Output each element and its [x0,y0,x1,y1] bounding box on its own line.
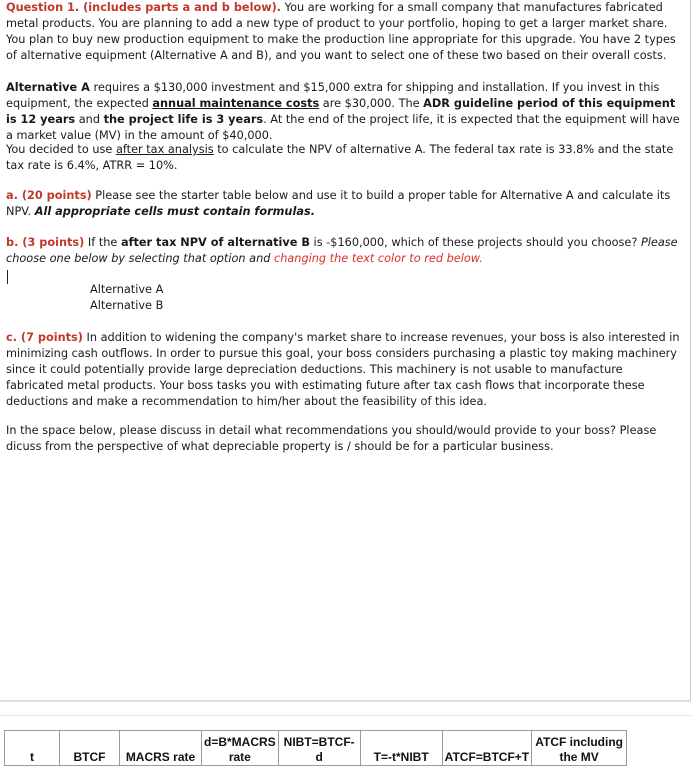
project-life: the project life is 3 years [103,113,264,126]
part-b-instruction: Please choose one below by selecting that option and [6,236,678,265]
question-heading: Question 1. (includes parts a and b below). [6,1,282,14]
question-intro-text: You are working for a small company that manufactures fabricated metal products. You are planning to add a new type of product to your portfolio, hoping to get a larger market share. You plan to buy new production equipment to make the production line appropriate for this upgrade. You have 2 types of alternative equipment (Alternative A and B), and you want to select one of these two based on their overall costs. [6,1,676,62]
alt-a-text-4: . At the end of the project life, it is expected that the equipment will have a market value (MV) in the amount of $40,000. [6,113,680,142]
question-intro [6,0,682,64]
alt-a-label: Alternative A [6,81,90,94]
part-a-paragraph [6,188,682,220]
header-atcf[interactable]: ATCF=BTCF+T [442,731,531,766]
part-b-red-instruction: changing the text color to red below. [274,252,483,265]
option-alternative-b[interactable]: Alternative B [90,299,164,312]
header-macrs-rate[interactable]: MACRS rate [120,731,202,766]
part-a-label: a. (20 points) [6,189,92,202]
grid-line [0,715,691,716]
part-c-paragraph [6,330,682,410]
part-b-text-1: If the [84,236,121,249]
part-c-followup: In the space below, please discuss in detail what recommendations you should/would provide to your boss? Please dicuss from the perspective of what depreciable property is / should be for a particular business. [6,424,657,453]
text-cursor [7,270,8,284]
alt-a-text-3: and [75,113,104,126]
tax-text-2: to calculate the NPV of alternative A. The federal tax rate is 33.8% and the state tax rate is 6.4%, ATRR = 10%. [6,143,674,172]
header-tax[interactable]: T=-t*NIBT [360,731,442,766]
maintenance-costs: annual maintenance costs [152,97,320,110]
tax-paragraph [6,142,682,174]
grid-line [0,701,691,702]
option-alternative-a[interactable]: Alternative A [90,283,164,296]
header-depreciation[interactable]: d=B*MACRS rate [202,731,279,766]
alternative-a-paragraph [6,80,682,144]
header-atcf-mv[interactable]: ATCF including the MV [532,731,627,766]
part-b-bold: after tax NPV of alternative B [120,236,310,249]
header-btcf[interactable]: BTCF [60,731,120,766]
header-nibt[interactable]: NIBT=BTCF-d [278,731,360,766]
adr-period: ADR guideline period of this equipment is 12 years [6,97,676,126]
alt-a-text-2: are $30,000. The [319,97,424,110]
part-c-label: c. (7 points) [6,331,83,344]
alt-a-text-1: requires a $130,000 investment and $15,000 extra for shipping and installation. If you invest in this equipment, the expected [6,81,660,110]
after-tax-analysis: after tax analysis [115,143,214,156]
part-b-label: b. (3 points) [6,236,85,249]
part-b-text-2: is -$160,000, which of these projects should you choose? [309,236,641,249]
header-t[interactable]: t [5,731,60,766]
part-a-text: Please see the starter table below and use it to build a proper table for Alternative A and calculate its NPV. [6,189,671,218]
part-c-text: In addition to widening the company's market share to increase revenues, your boss is also interested in minimizing cash outflows. In order to pursue this goal, your boss considers purchasing a plastic toy making machinery since it could potentially provide large depreciation deductions. This machinery is not usable to manufacture fabricated metal products. Your boss tasks you with estimating future after tax cash flows that incorporate these deductions and make a recommendation to him/her about the feasibility of this idea. [6,331,680,408]
part-b-paragraph [6,235,682,267]
tax-text-1: You decided to use [6,143,116,156]
part-a-emphasis: All appropriate cells must contain formulas. [34,205,315,218]
starter-table-header [4,730,627,766]
